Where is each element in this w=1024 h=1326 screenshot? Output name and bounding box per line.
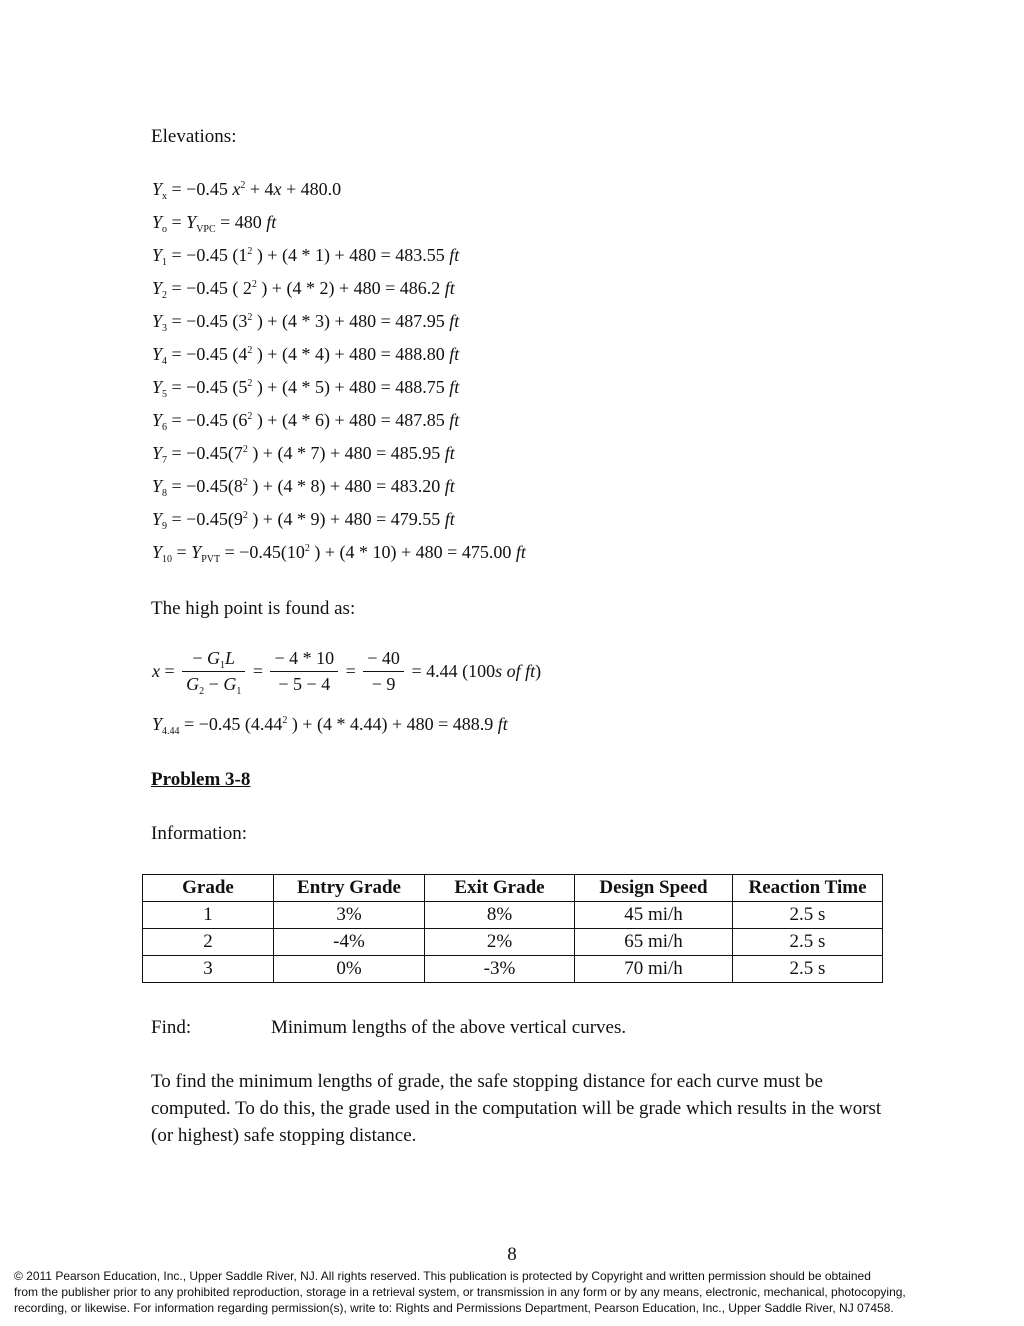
table-cell: 45 mi/h xyxy=(575,902,733,929)
equation-y-4-44: $Y_{4.44} = -0.45$ (4.44$^2$ ) + (4 * 4.44) + 480 = 488.9 ft xyxy=(152,714,508,737)
equation-y1: $Y_1 = -0.45$ ($1^2$ ) + (4 * 1) + 480 = 483.55 ft xyxy=(152,245,460,268)
table-cell: 8% xyxy=(425,902,575,929)
find-text: Minimum lengths of the above vertical curves. xyxy=(271,1017,627,1038)
table-cell: 2.5 s xyxy=(733,956,883,983)
fraction-3: $\frac{- 40}{- 9}$ xyxy=(363,648,404,695)
page-number: 8 xyxy=(507,1244,517,1265)
table-cell: 2 xyxy=(143,929,274,956)
header-exit-grade: Exit Grade xyxy=(425,875,575,902)
table-header-row xyxy=(143,875,883,902)
equation-yo: $Y_o = Y_{VPC} = 480$ ft xyxy=(152,212,277,235)
equation-y9: $Y_9 = -0.45(9^2$ ) + (4 * 9) + 480 = 479.55 ft xyxy=(152,509,455,532)
table-cell: 2% xyxy=(425,929,575,956)
table-cell: 2.5 s xyxy=(733,929,883,956)
footer-line: recording, or likewise. For information regarding permission(s), write to: Rights and Permissions Department, Pearson Education, Inc., Upper Saddle River, NJ 07458. xyxy=(14,1301,894,1315)
equation-y3: $Y_3 = -0.45$ ($3^2$ ) + (4 * 3) + 480 = 487.95 ft xyxy=(152,311,460,334)
grade-info-table xyxy=(142,874,883,983)
footer-line: from the publisher prior to any prohibited reproduction, storage in a retrieval system, or transmission in any form or by any means, electronic, mechanical, photocopying, xyxy=(14,1285,906,1299)
copyright-footer xyxy=(14,1268,1014,1316)
table-row xyxy=(143,956,883,983)
equation-y6: $Y_6 = -0.45$ ($6^2$ ) + (4 * 6) + 480 = 487.85 ft xyxy=(152,410,460,433)
equation-y10: $Y_{10} = Y_{PVT} = -0.45(10^2$ ) + (4 * 10) + 480 = 475.00 ft xyxy=(152,542,526,565)
equation-x-high-point: x = $\frac{- G_1L}{G_2 - G_1}$ = $\frac{- 4 * 10}{- 5 - 4}$ = $\frac{- 40}{- 9}$ = 4.44 (100s of ft) xyxy=(152,648,542,697)
table-cell: -3% xyxy=(425,956,575,983)
footer-line: © 2011 Pearson Education, Inc., Upper Saddle River, NJ. All rights reserved. This publication is protected by Copyright and written permission should be obtained xyxy=(14,1269,871,1283)
table-cell: 70 mi/h xyxy=(575,956,733,983)
table-cell: 0% xyxy=(274,956,425,983)
find-label: Find: xyxy=(151,1017,192,1038)
table-row xyxy=(143,929,883,956)
header-design-speed: Design Speed xyxy=(575,875,733,902)
header-grade: Grade xyxy=(143,875,274,902)
header-entry-grade: Entry Grade xyxy=(274,875,425,902)
table-cell: 65 mi/h xyxy=(575,929,733,956)
equation-y2: $Y_2 = -0.45$ ( $2^2$ ) + (4 * 2) + 480 = 486.2 ft xyxy=(152,278,455,301)
table-cell: 2.5 s xyxy=(733,902,883,929)
equation-y5: $Y_5 = -0.45$ ($5^2$ ) + (4 * 5) + 480 = 488.75 ft xyxy=(152,377,460,400)
table-row xyxy=(143,902,883,929)
table-cell: 1 xyxy=(143,902,274,929)
explanation-paragraph: To find the minimum lengths of grade, the safe stopping distance for each curve must be computed. To do this, the grade used in the computation will be grade which results in the worst (or highest) safe stopping distance. xyxy=(151,1071,882,1146)
information-label: Information: xyxy=(151,823,248,844)
high-point-label: The high point is found as: xyxy=(151,598,356,619)
elevations-label: Elevations: xyxy=(151,126,237,147)
equation-yx: $Y_x = -0.45$ $x^2 + 4x + 480.0$ xyxy=(152,179,342,202)
equation-y4: $Y_4 = -0.45$ ($4^2$ ) + (4 * 4) + 480 = 488.80 ft xyxy=(152,344,460,367)
fraction-2: $\frac{- 4 * 10}{- 5 - 4}$ xyxy=(270,648,338,695)
table-cell: 3% xyxy=(274,902,425,929)
problem-heading: Problem 3-8 xyxy=(151,769,251,790)
equation-y8: $Y_8 = -0.45(8^2$ ) + (4 * 8) + 480 = 483.20 ft xyxy=(152,476,455,499)
fraction-1: $\frac{- G_1L}{G_2 - G_1}$ xyxy=(182,648,245,695)
header-reaction-time: Reaction Time xyxy=(733,875,883,902)
equation-y7: $Y_7 = -0.45(7^2$ ) + (4 * 7) + 480 = 485.95 ft xyxy=(152,443,455,466)
table-cell: 3 xyxy=(143,956,274,983)
table-cell: -4% xyxy=(274,929,425,956)
